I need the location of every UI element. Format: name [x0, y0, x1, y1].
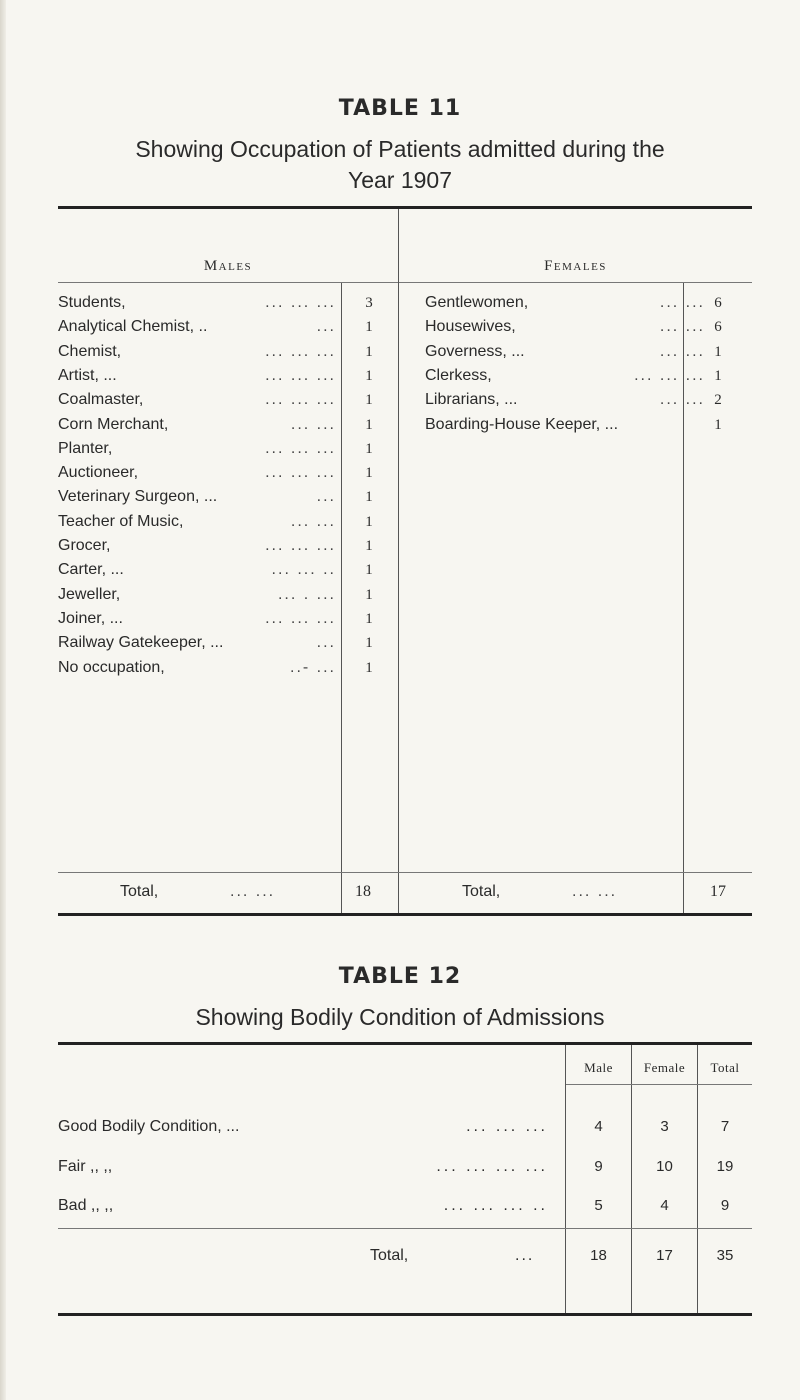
condition-label: Fair ,, ,,	[58, 1158, 113, 1175]
male-row	[58, 510, 338, 534]
females-total-value: 17	[710, 883, 726, 900]
male-label: Corn Merchant,	[58, 415, 169, 433]
female-label: Gentlewomen,	[425, 294, 529, 311]
male-row	[58, 388, 338, 412]
male-value: 1	[365, 319, 373, 336]
col-header-total: Total	[710, 1060, 740, 1075]
table11-top-rule	[58, 206, 752, 209]
condition-total-value: 7	[720, 1118, 730, 1135]
male-label: Artist, ...	[58, 366, 117, 384]
male-row	[58, 607, 338, 631]
male-label: Carter, ...	[58, 561, 124, 579]
condition-label: Good Bodily Condition, ...	[58, 1118, 240, 1135]
table12-total-male: 18	[590, 1247, 607, 1264]
table12-top-rule	[58, 1042, 752, 1045]
male-value: 1	[365, 538, 373, 554]
male-label: No occupation,	[58, 658, 165, 676]
female-row	[425, 388, 705, 412]
table12-total-dots: ...	[515, 1247, 535, 1264]
female-row	[425, 364, 705, 388]
table12-divider-male	[565, 1045, 566, 1315]
table12-total-female: 17	[656, 1247, 673, 1264]
male-row	[58, 315, 338, 339]
male-value: 1	[365, 367, 373, 384]
male-label: Teacher of Music,	[58, 512, 184, 530]
male-label: Veterinary Surgeon, ...	[58, 488, 218, 506]
female-value: 6	[714, 295, 722, 311]
male-label: Joiner, ...	[58, 609, 123, 627]
condition-female-value: 4	[660, 1197, 669, 1214]
male-label: Chemist,	[58, 342, 122, 360]
males-total-row	[120, 880, 340, 904]
condition-male-value: 4	[594, 1118, 603, 1135]
male-row	[58, 364, 338, 388]
male-value: 1	[365, 489, 373, 506]
table12-total-rule	[58, 1228, 752, 1229]
table11-heading: TABLE 11	[338, 96, 462, 121]
male-label: Students,	[58, 294, 126, 311]
male-value: 1	[365, 392, 373, 409]
male-row	[58, 485, 338, 509]
females-header: Females	[544, 258, 607, 274]
table12-caption: Showing Bodily Condition of Admissions	[195, 1004, 605, 1030]
page-edge-shadow	[0, 0, 6, 1400]
males-header: Males	[203, 258, 253, 274]
male-dots: ... ... ...	[265, 439, 336, 457]
male-row	[58, 583, 338, 607]
male-value: 1	[365, 416, 373, 433]
table11-total-rule	[58, 872, 752, 873]
col-header-rule	[566, 1084, 752, 1085]
condition-total-value: 9	[720, 1197, 730, 1214]
male-label: Railway Gatekeeper, ...	[58, 634, 224, 652]
table11-caption-line2: Year 1907	[347, 167, 453, 193]
male-dots: ... ... ...	[265, 294, 336, 311]
female-label: Librarians, ...	[425, 391, 518, 409]
male-value: 1	[365, 343, 373, 360]
male-dots: ... . ...	[277, 585, 336, 603]
female-row	[425, 315, 705, 339]
male-dots: ... ... ...	[265, 342, 336, 360]
table12-divider-female	[631, 1045, 632, 1315]
female-label: Boarding-House Keeper, ...	[425, 415, 619, 433]
table11-bottom-rule	[58, 913, 752, 916]
male-value: 1	[365, 586, 373, 603]
condition-female-value: 3	[660, 1118, 669, 1135]
male-value: 1	[365, 465, 373, 482]
males-total-label: Total,	[120, 883, 159, 900]
table12-heading: TABLE 12	[338, 964, 462, 989]
table12-total-label: Total,	[370, 1247, 409, 1264]
male-row	[58, 291, 338, 315]
male-dots: ...	[316, 318, 336, 336]
female-value: 1	[714, 367, 722, 384]
condition-dots: ... ... ...	[466, 1118, 548, 1135]
male-dots: ... ... ...	[265, 464, 336, 482]
col-header-female: Female	[643, 1060, 686, 1075]
condition-dots: ... ... ... ...	[436, 1158, 548, 1175]
male-value: 1	[365, 562, 373, 579]
female-label: Governess, ...	[425, 342, 525, 360]
male-dots: ..- ...	[290, 658, 336, 676]
male-row	[58, 558, 338, 582]
female-dots: ... ...	[659, 294, 705, 311]
males-total-value: 18	[355, 883, 371, 900]
female-value: 6	[714, 319, 722, 336]
male-value: 1	[365, 659, 373, 676]
table11-center-divider	[398, 209, 399, 915]
male-value: 1	[365, 440, 373, 457]
condition-dots: ... ... ... ..	[443, 1197, 548, 1214]
male-dots: ... ... ..	[271, 561, 336, 579]
condition-total-value: 19	[716, 1158, 734, 1175]
female-value: 1	[714, 416, 722, 433]
females-header-rule	[399, 282, 752, 283]
male-value: 1	[365, 513, 373, 530]
male-value: 3	[365, 295, 373, 311]
male-dots: ... ...	[290, 512, 336, 530]
table12-total-total: 35	[716, 1247, 734, 1264]
female-dots: ... ...	[659, 342, 705, 360]
female-label: Clerkess,	[425, 366, 492, 384]
female-value: 1	[714, 343, 722, 360]
male-value: 1	[365, 610, 373, 627]
male-row	[58, 340, 338, 364]
female-label: Housewives,	[425, 318, 516, 336]
condition-male-value: 5	[594, 1197, 603, 1214]
male-label: Coalmaster,	[58, 391, 144, 409]
male-row	[58, 631, 338, 655]
male-label: Jeweller,	[58, 585, 121, 603]
male-dots: ...	[316, 488, 336, 506]
female-dots: ... ... ...	[634, 366, 705, 384]
male-dots: ... ... ...	[265, 366, 336, 384]
male-row	[58, 437, 338, 461]
condition-label: Bad ,, ,,	[58, 1197, 114, 1214]
female-dots: ... ...	[659, 318, 705, 336]
females-total-row	[462, 880, 682, 904]
male-dots: ... ... ...	[265, 537, 336, 554]
female-row	[425, 340, 705, 364]
col-header-male: Male	[584, 1060, 613, 1075]
females-total-dots: ... ...	[572, 883, 618, 900]
male-row	[58, 656, 338, 680]
male-label: Analytical Chemist, ..	[58, 318, 208, 336]
males-total-dots: ... ...	[230, 883, 276, 900]
male-label: Planter,	[58, 439, 113, 457]
male-dots: ... ... ...	[265, 609, 336, 627]
table11-caption-line1: Showing Occupation of Patients admitted during the	[135, 136, 665, 162]
female-row	[425, 413, 705, 437]
male-dots: ...	[316, 634, 336, 652]
female-dots: ... ...	[659, 391, 705, 409]
male-value: 1	[365, 635, 373, 652]
male-row	[58, 534, 338, 558]
condition-female-value: 10	[656, 1158, 673, 1175]
males-header-rule	[58, 282, 398, 283]
male-dots: ... ... ...	[265, 391, 336, 409]
male-label: Auctioneer,	[58, 464, 139, 482]
females-total-label: Total,	[462, 883, 501, 900]
table12-divider-total	[697, 1045, 698, 1315]
male-row	[58, 461, 338, 485]
male-dots: ... ...	[290, 415, 336, 433]
female-row	[425, 291, 705, 315]
table12-bottom-rule	[58, 1313, 752, 1316]
condition-male-value: 9	[594, 1158, 603, 1175]
male-label: Grocer,	[58, 537, 111, 554]
male-row	[58, 413, 338, 437]
female-value: 2	[714, 392, 722, 409]
